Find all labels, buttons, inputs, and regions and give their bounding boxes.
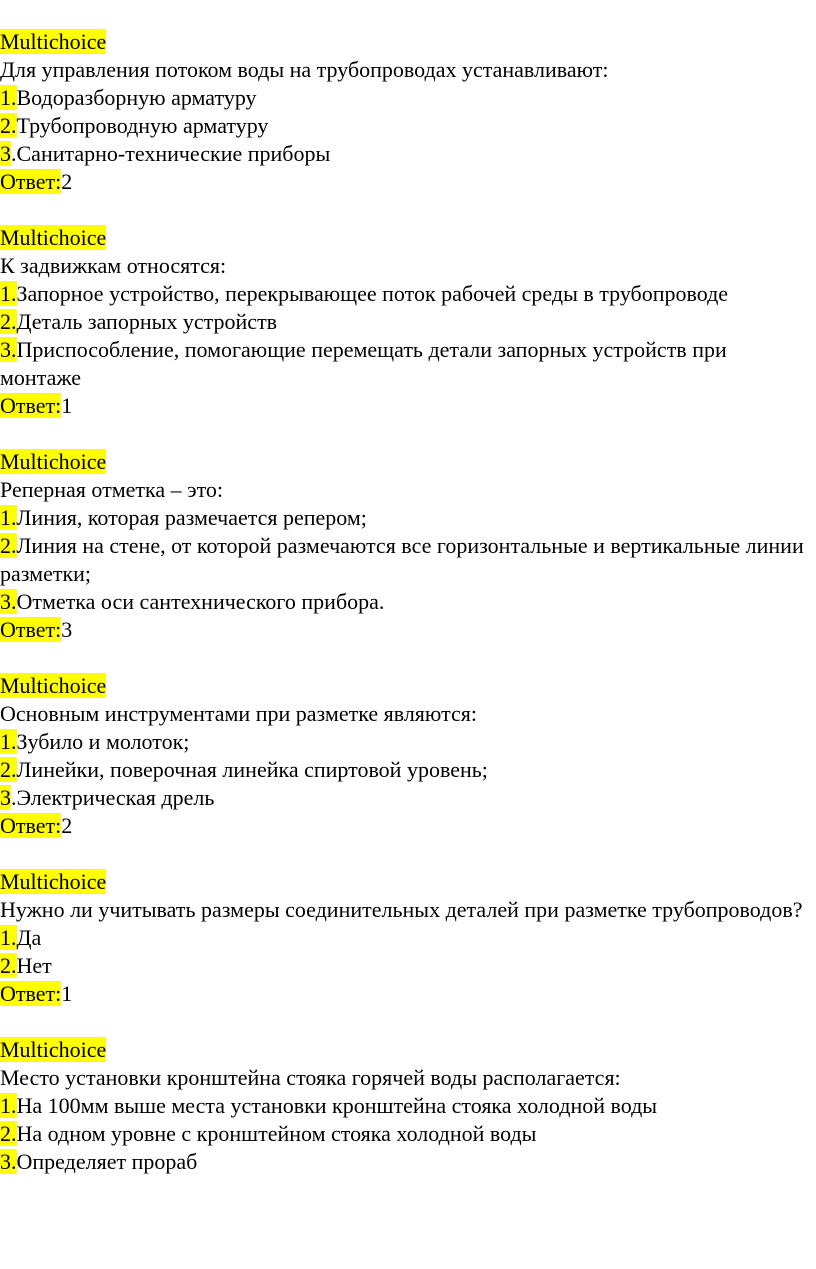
option-1 <box>0 504 816 532</box>
answer-line <box>0 392 816 420</box>
answer-value: 2 <box>61 169 73 194</box>
question-text: Для управления потоком воды на трубопроводах устанавливают: <box>0 57 609 82</box>
answer-line <box>0 980 816 1008</box>
question-text: Нужно ли учитывать размеры соединительных деталей при разметке трубопроводов? <box>0 897 803 922</box>
option-3 <box>0 588 816 616</box>
question-block-4 <box>0 672 816 840</box>
option-number: 3. <box>0 589 17 614</box>
question-type-label: Multichoice <box>0 869 107 894</box>
option-number: 2. <box>0 757 17 782</box>
option-text: Трубопроводную арматуру <box>16 113 269 138</box>
question-text: Место установки кронштейна стояка горячей воды располагается: <box>0 1065 621 1090</box>
option-2 <box>0 112 816 140</box>
option-number: 3. <box>0 1149 17 1174</box>
option-text: Отметка оси сантехнического прибора. <box>16 589 385 614</box>
option-text: Нет <box>16 953 52 978</box>
question-type-label: Multichoice <box>0 29 107 54</box>
question-type-label: Multichoice <box>0 1037 107 1062</box>
question-text: Реперная отметка – это: <box>0 477 224 502</box>
answer-value: 3 <box>61 617 73 642</box>
answer-value: 1 <box>61 393 73 418</box>
option-2 <box>0 952 816 980</box>
option-3 <box>0 140 816 168</box>
option-1 <box>0 1092 816 1120</box>
option-number: 1. <box>0 505 17 530</box>
option-number: 2. <box>0 1121 17 1146</box>
option-1 <box>0 280 816 308</box>
question-block-3 <box>0 448 816 644</box>
answer-label: Ответ: <box>0 981 62 1006</box>
question-type <box>0 28 816 56</box>
option-3 <box>0 336 816 392</box>
answer-line <box>0 812 816 840</box>
option-number: 3. <box>0 337 17 362</box>
option-number: 1. <box>0 85 17 110</box>
question-type <box>0 1036 816 1064</box>
option-number: 2. <box>0 309 17 334</box>
option-number: 2. <box>0 953 17 978</box>
answer-label: Ответ: <box>0 169 62 194</box>
option-1 <box>0 84 816 112</box>
option-text: Линейки, поверочная линейка спиртовой уровень; <box>16 757 488 782</box>
option-2 <box>0 1120 816 1148</box>
question-text: К задвижкам относятся: <box>0 253 227 278</box>
question-type-label: Multichoice <box>0 449 107 474</box>
answer-label: Ответ: <box>0 393 62 418</box>
answer-label: Ответ: <box>0 813 62 838</box>
question-type <box>0 868 816 896</box>
option-text: На 100мм выше места установки кронштейна стояка холодной воды <box>16 1093 658 1118</box>
option-2 <box>0 756 816 784</box>
answer-line <box>0 168 816 196</box>
answer-value: 1 <box>61 981 73 1006</box>
option-3 <box>0 784 816 812</box>
option-number: 3 <box>0 785 11 810</box>
option-number: 2. <box>0 113 17 138</box>
option-1 <box>0 924 816 952</box>
question-block-6 <box>0 1036 816 1176</box>
question-type <box>0 448 816 476</box>
option-number: 1. <box>0 281 17 306</box>
question-block-5 <box>0 868 816 1008</box>
question-block-1 <box>0 28 816 196</box>
question-text: Основным инструментами при разметке являются: <box>0 701 477 726</box>
option-text: Да <box>16 925 42 950</box>
option-2 <box>0 308 816 336</box>
option-text: Деталь запорных устройств <box>16 309 278 334</box>
option-text: На одном уровне с кронштейном стояка холодной воды <box>16 1121 537 1146</box>
question-type-label: Multichoice <box>0 225 107 250</box>
answer-label: Ответ: <box>0 617 62 642</box>
option-text: Запорное устройство, перекрывающее поток рабочей среды в трубопроводе <box>16 281 729 306</box>
answer-value: 2 <box>61 813 73 838</box>
option-number: 1. <box>0 925 17 950</box>
option-1 <box>0 728 816 756</box>
option-text: Линия на стене, от которой размечаются все горизонтальные и вертикальные линии разметки; <box>0 533 804 586</box>
option-number: 2. <box>0 533 17 558</box>
option-text: Приспособление, помогающие перемещать детали запорных устройств при монтаже <box>0 337 727 390</box>
question-type <box>0 672 816 700</box>
option-2 <box>0 532 816 588</box>
option-number: 3 <box>0 141 11 166</box>
option-text: .Электрическая дрель <box>11 785 215 810</box>
option-number: 1. <box>0 1093 17 1118</box>
option-3 <box>0 1148 816 1176</box>
option-number: 1. <box>0 729 17 754</box>
question-type <box>0 224 816 252</box>
option-text: .Санитарно-технические приборы <box>11 141 331 166</box>
question-block-2 <box>0 224 816 420</box>
option-text: Зубило и молоток; <box>16 729 190 754</box>
option-text: Линия, которая размечается репером; <box>16 505 367 530</box>
option-text: Определяет прораб <box>16 1149 198 1174</box>
option-text: Водоразборную арматуру <box>16 85 257 110</box>
answer-line <box>0 616 816 644</box>
question-type-label: Multichoice <box>0 673 107 698</box>
